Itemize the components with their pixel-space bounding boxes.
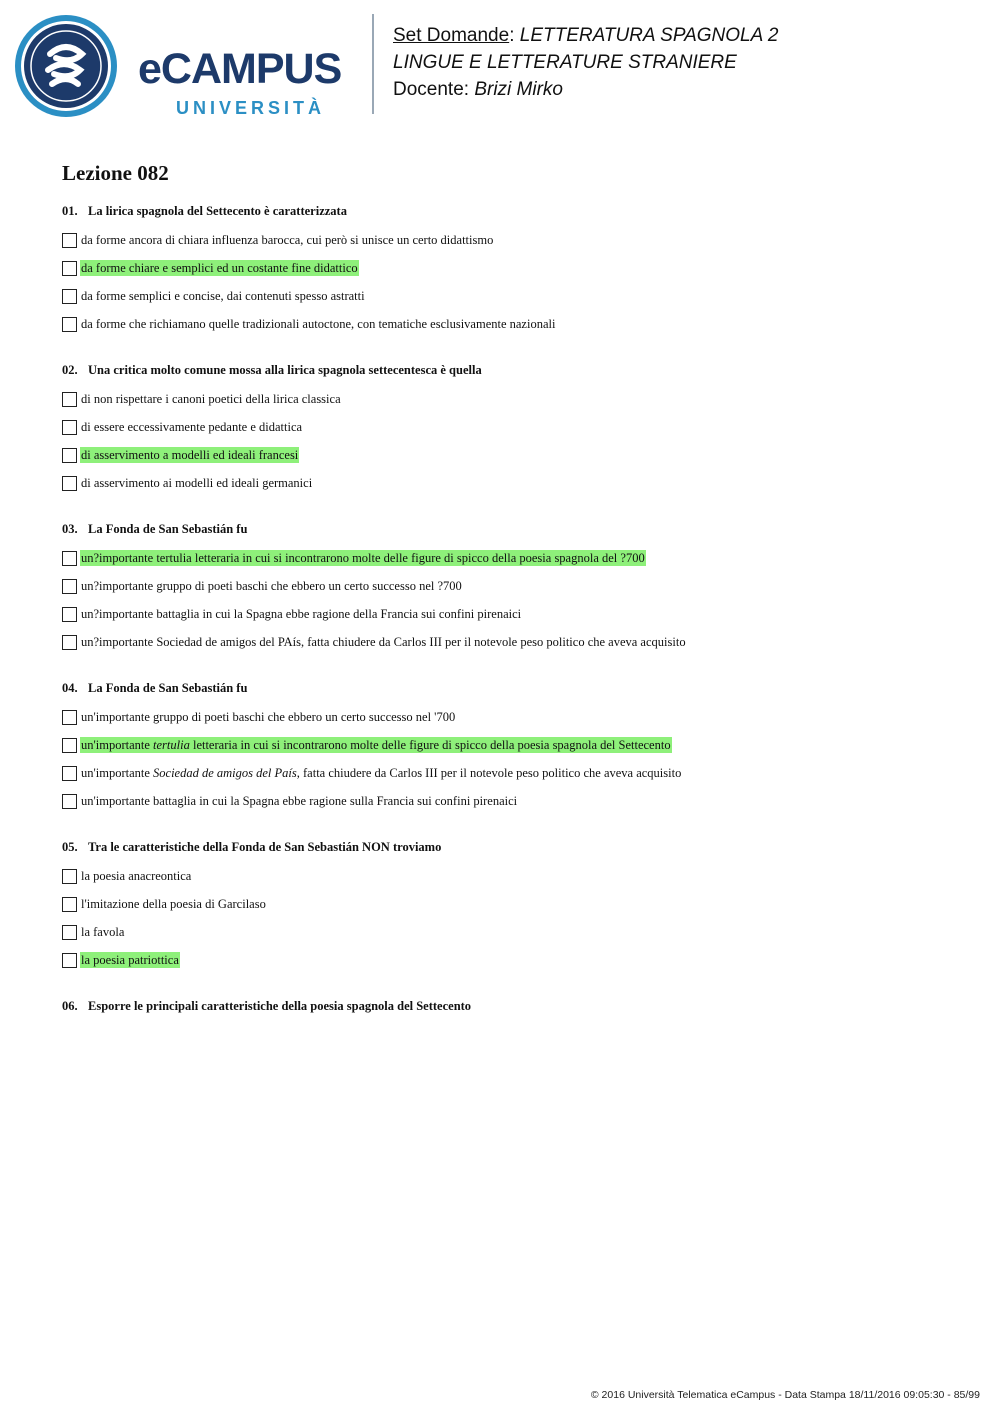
answer-part: di asservimento a modelli ed ideali francesi bbox=[81, 448, 299, 462]
answer-text-correct bbox=[80, 952, 180, 968]
answer-option[interactable] bbox=[62, 787, 962, 815]
course-name: LETTERATURA SPAGNOLA 2 bbox=[519, 25, 779, 46]
answer-option[interactable] bbox=[62, 413, 962, 441]
answer-text bbox=[80, 634, 687, 650]
answer-part: di asservimento ai modelli ed ideali germanici bbox=[81, 476, 313, 490]
question-label: Una critica molto comune mossa alla lirica spagnola settecentesca è quella bbox=[88, 363, 482, 377]
checkbox[interactable] bbox=[62, 766, 77, 781]
checkbox[interactable] bbox=[62, 392, 77, 407]
answer-text bbox=[80, 391, 342, 407]
answer-text bbox=[80, 709, 456, 725]
answer-option[interactable] bbox=[62, 918, 962, 946]
checkbox[interactable] bbox=[62, 710, 77, 725]
answer-part: un?importante battaglia in cui la Spagna ebbe ragione della Francia sui confini pirenaici bbox=[81, 607, 522, 621]
answer-text bbox=[80, 288, 366, 304]
course-info bbox=[393, 22, 778, 103]
logo-subtitle: UNIVERSITÀ bbox=[176, 98, 326, 118]
answer-option[interactable] bbox=[62, 862, 962, 890]
answer-option[interactable] bbox=[62, 385, 962, 413]
question-text bbox=[62, 200, 962, 222]
answer-option[interactable] bbox=[62, 441, 962, 469]
answer-text bbox=[80, 606, 522, 622]
answer-text bbox=[80, 868, 192, 884]
answer-text bbox=[80, 765, 682, 781]
checkbox[interactable] bbox=[62, 448, 77, 463]
answer-text bbox=[80, 924, 125, 940]
checkbox[interactable] bbox=[62, 317, 77, 332]
answer-option[interactable] bbox=[62, 731, 962, 759]
answer-part: letteraria in cui si incontrarono molte delle figure di spicco della poesia spagnola del Settecento bbox=[189, 738, 671, 752]
question-2 bbox=[62, 359, 962, 497]
answer-part: , fatta chiudere da Carlos III per il notevole peso politico che aveva acquisito bbox=[296, 766, 682, 780]
question-6 bbox=[62, 995, 962, 1017]
question-text bbox=[62, 995, 962, 1017]
answer-part: la favola bbox=[81, 925, 125, 939]
answer-option[interactable] bbox=[62, 759, 962, 787]
checkbox[interactable] bbox=[62, 925, 77, 940]
answer-part: di non rispettare i canoni poetici della lirica classica bbox=[81, 392, 341, 406]
answer-option[interactable] bbox=[62, 628, 962, 656]
question-number: 04. bbox=[62, 681, 78, 695]
answer-part: da forme che richiamano quelle tradizionali autoctone, con tematiche esclusivamente nazionali bbox=[81, 317, 556, 331]
teacher-name: Brizi Mirko bbox=[474, 79, 563, 100]
page-footer: © 2016 Università Telematica eCampus - Data Stampa 18/11/2016 09:05:30 - 85/99 bbox=[590, 1389, 980, 1401]
answer-option[interactable] bbox=[62, 544, 962, 572]
answer-option[interactable] bbox=[62, 703, 962, 731]
answer-text-correct bbox=[80, 260, 359, 276]
question-number: 05. bbox=[62, 840, 78, 854]
answer-part: da forme semplici e concise, dai contenuti spesso astratti bbox=[81, 289, 365, 303]
set-separator: : bbox=[509, 25, 515, 46]
question-1 bbox=[62, 200, 962, 338]
answer-italic-part: Sociedad de amigos del País bbox=[153, 766, 297, 780]
question-number: 06. bbox=[62, 999, 78, 1013]
question-label: La Fonda de San Sebastián fu bbox=[88, 681, 248, 695]
answer-part: da forme ancora di chiara influenza barocca, cui però si unisce un certo didattismo bbox=[81, 233, 494, 247]
question-number: 01. bbox=[62, 204, 78, 218]
answer-part: un?importante tertulia letteraria in cui si incontrarono molte delle figure di spicco della poesia spagnola del ?700 bbox=[81, 551, 645, 565]
checkbox[interactable] bbox=[62, 261, 77, 276]
question-5 bbox=[62, 836, 962, 974]
checkbox[interactable] bbox=[62, 476, 77, 491]
answer-option[interactable] bbox=[62, 890, 962, 918]
question-text bbox=[62, 836, 962, 858]
answer-text bbox=[80, 475, 313, 491]
header-divider bbox=[372, 14, 374, 114]
answer-text bbox=[80, 316, 556, 332]
teacher-line bbox=[393, 76, 778, 103]
logo-wordmark: eCAMPUS bbox=[138, 45, 342, 93]
question-3 bbox=[62, 518, 962, 656]
answer-text bbox=[80, 793, 518, 809]
answer-part: un?importante gruppo di poeti baschi che ebbero un certo successo nel ?700 bbox=[81, 579, 462, 593]
question-4 bbox=[62, 677, 962, 815]
ecampus-logo bbox=[14, 14, 359, 118]
answer-italic-part: tertulia bbox=[153, 738, 190, 752]
answer-text bbox=[80, 896, 267, 912]
question-number: 02. bbox=[62, 363, 78, 377]
answer-option[interactable] bbox=[62, 946, 962, 974]
answer-text-correct bbox=[80, 447, 299, 463]
question-list bbox=[62, 200, 962, 1038]
answer-part: l'imitazione della poesia di Garcilaso bbox=[81, 897, 266, 911]
lesson-title: Lezione 082 bbox=[62, 161, 169, 185]
checkbox[interactable] bbox=[62, 420, 77, 435]
answer-option[interactable] bbox=[62, 282, 962, 310]
checkbox[interactable] bbox=[62, 233, 77, 248]
degree-name: LINGUE E LETTERATURE STRANIERE bbox=[393, 52, 737, 73]
answer-option[interactable] bbox=[62, 226, 962, 254]
answer-option[interactable] bbox=[62, 600, 962, 628]
answer-option[interactable] bbox=[62, 310, 962, 338]
answer-part: un'importante battaglia in cui la Spagna ebbe ragione sulla Francia sui confini pirenaici bbox=[81, 794, 518, 808]
checkbox[interactable] bbox=[62, 607, 77, 622]
question-text bbox=[62, 359, 962, 381]
checkbox[interactable] bbox=[62, 551, 77, 566]
set-label: Set Domande bbox=[393, 25, 510, 46]
question-text bbox=[62, 677, 962, 699]
answer-option[interactable] bbox=[62, 572, 962, 600]
question-label: La Fonda de San Sebastián fu bbox=[88, 522, 248, 536]
question-label: Esporre le principali caratteristiche della poesia spagnola del Settecento bbox=[88, 999, 472, 1013]
answer-part: la poesia anacreontica bbox=[81, 869, 192, 883]
answer-part: da forme chiare e semplici ed un costante fine didattico bbox=[81, 261, 358, 275]
answer-text-correct bbox=[80, 737, 672, 753]
checkbox[interactable] bbox=[62, 635, 77, 650]
checkbox[interactable] bbox=[62, 869, 77, 884]
answer-part: un?importante Sociedad de amigos del PAís, fatta chiudere da Carlos III per il notevole peso politico che aveva acquisito bbox=[81, 635, 686, 649]
answer-part: un'importante bbox=[81, 738, 154, 752]
answer-text-correct bbox=[80, 550, 646, 566]
answer-text bbox=[80, 419, 303, 435]
checkbox[interactable] bbox=[62, 738, 77, 753]
question-text bbox=[62, 518, 962, 540]
answer-part: di essere eccessivamente pedante e didattica bbox=[81, 420, 303, 434]
checkbox[interactable] bbox=[62, 289, 77, 304]
course-line bbox=[393, 22, 778, 49]
question-number: 03. bbox=[62, 522, 78, 536]
answer-text bbox=[80, 232, 494, 248]
checkbox[interactable] bbox=[62, 953, 77, 968]
question-label: La lirica spagnola del Settecento è caratterizzata bbox=[88, 204, 347, 218]
ecampus-seal-icon bbox=[14, 14, 118, 118]
answer-part: un'importante gruppo di poeti baschi che ebbero un certo successo nel '700 bbox=[81, 710, 456, 724]
answer-part: la poesia patriottica bbox=[81, 953, 179, 967]
checkbox[interactable] bbox=[62, 794, 77, 809]
teacher-label: Docente: bbox=[393, 79, 470, 100]
answer-option[interactable] bbox=[62, 469, 962, 497]
checkbox[interactable] bbox=[62, 579, 77, 594]
question-label: Tra le caratteristiche della Fonda de San Sebastián NON troviamo bbox=[88, 840, 442, 854]
answer-option[interactable] bbox=[62, 254, 962, 282]
checkbox[interactable] bbox=[62, 897, 77, 912]
answer-part: un'importante bbox=[81, 766, 154, 780]
answer-text bbox=[80, 578, 463, 594]
